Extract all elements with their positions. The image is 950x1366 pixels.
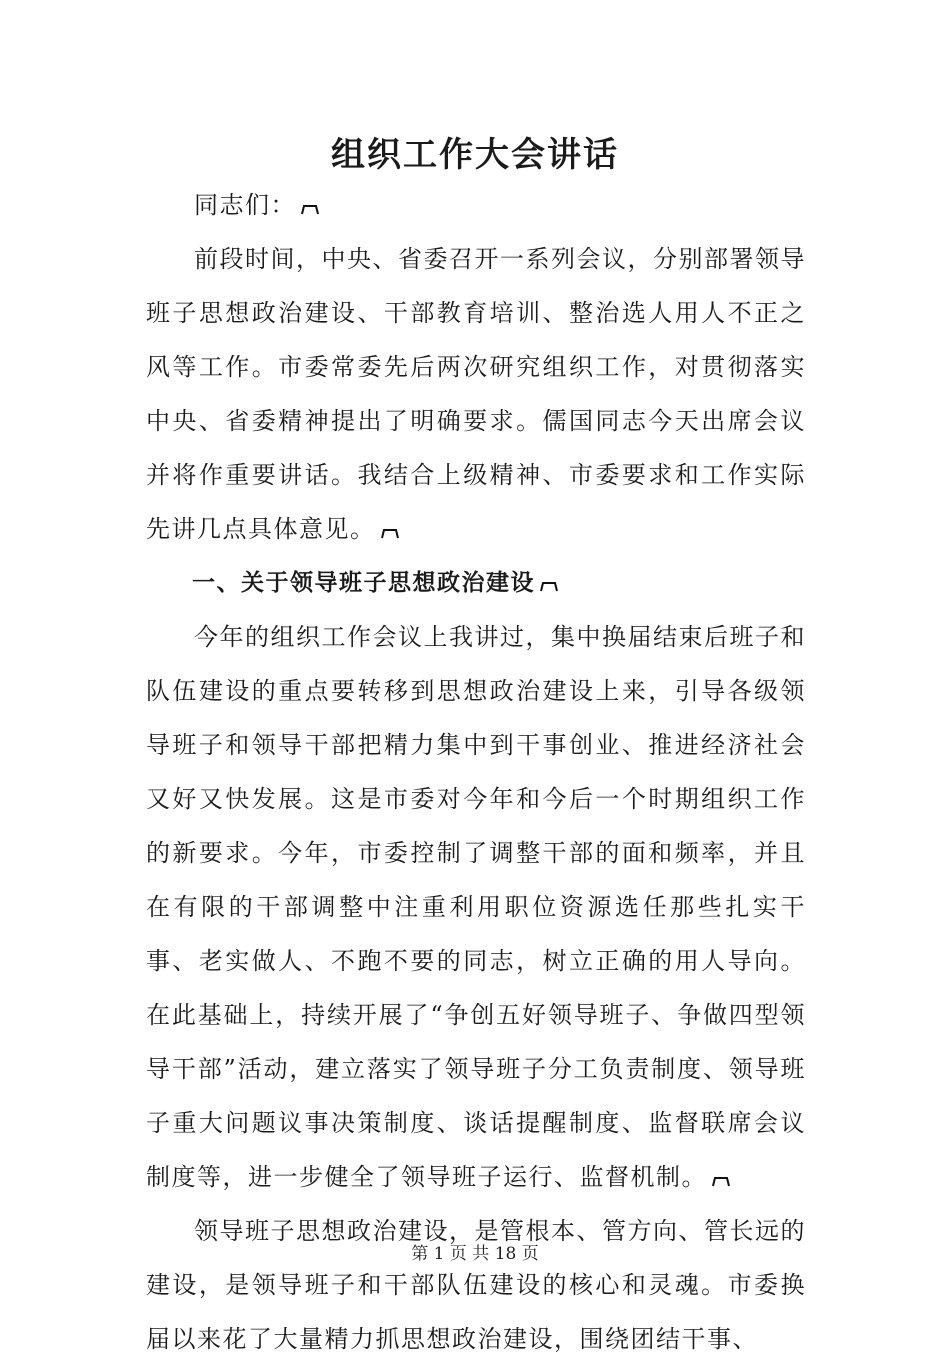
intro-paragraph — [146, 232, 806, 556]
document-title: 组织工作大会讲话 — [331, 135, 619, 175]
page-footer: 第 1 页 共 18 页 — [411, 1244, 539, 1264]
salutation: 同志们： — [194, 191, 296, 219]
paragraph-mark-icon — [711, 1175, 731, 1187]
salutation-line — [146, 178, 806, 232]
document-body — [146, 178, 806, 1366]
body-paragraph-text: 领导班子思想政治建设，是管根本、管方向、管长远的建设，是领导班子和干部队伍建设的核心和灵魂。市委换届以来花了大量精力抓思想政治建设，围绕团结干事、 — [146, 1217, 806, 1353]
section-heading — [146, 556, 806, 610]
paragraph-mark-icon — [300, 203, 320, 215]
section-heading-text: 一、关于领导班子思想政治建设 — [192, 570, 535, 596]
body-paragraph-text: 今年的组织工作会议上我讲过，集中换届结束后班子和队伍建设的重点要转移到思想政治建设上来，引导各级领导班子和领导干部把精力集中到干事创业、推进经济社会又好又快发展。这是市委对今年和今后一个时期组织工作的新要求。今年，市委控制了调整干部的面和频率，并且在有限的干部调整中注重利用职位资源选任那些扎实干事、老实做人、不跑不要的同志，树立正确的用人导向。在此基础上，持续开展了“争创五好领导班子、争做四型领导干部”活动，建立落实了领导班子分工负责制度、领导班子重大问题议事决策制度、谈话提醒制度、监督联席会议制度等，进一步健全了领导班子运行、监督机制。 — [146, 623, 806, 1191]
body-paragraph — [146, 610, 806, 1204]
body-paragraph — [146, 1204, 806, 1366]
paragraph-mark-icon — [539, 580, 559, 592]
paragraph-mark-icon — [380, 527, 400, 539]
intro-text: 前段时间，中央、省委召开一系列会议，分别部署领导班子思想政治建设、干部教育培训、整治选人用人不正之风等工作。市委常委先后两次研究组织工作，对贯彻落实中央、省委精神提出了明确要求。儒国同志今天出席会议并将作重要讲话。我结合上级精神、市委要求和工作实际先讲几点具体意见。 — [146, 245, 806, 543]
